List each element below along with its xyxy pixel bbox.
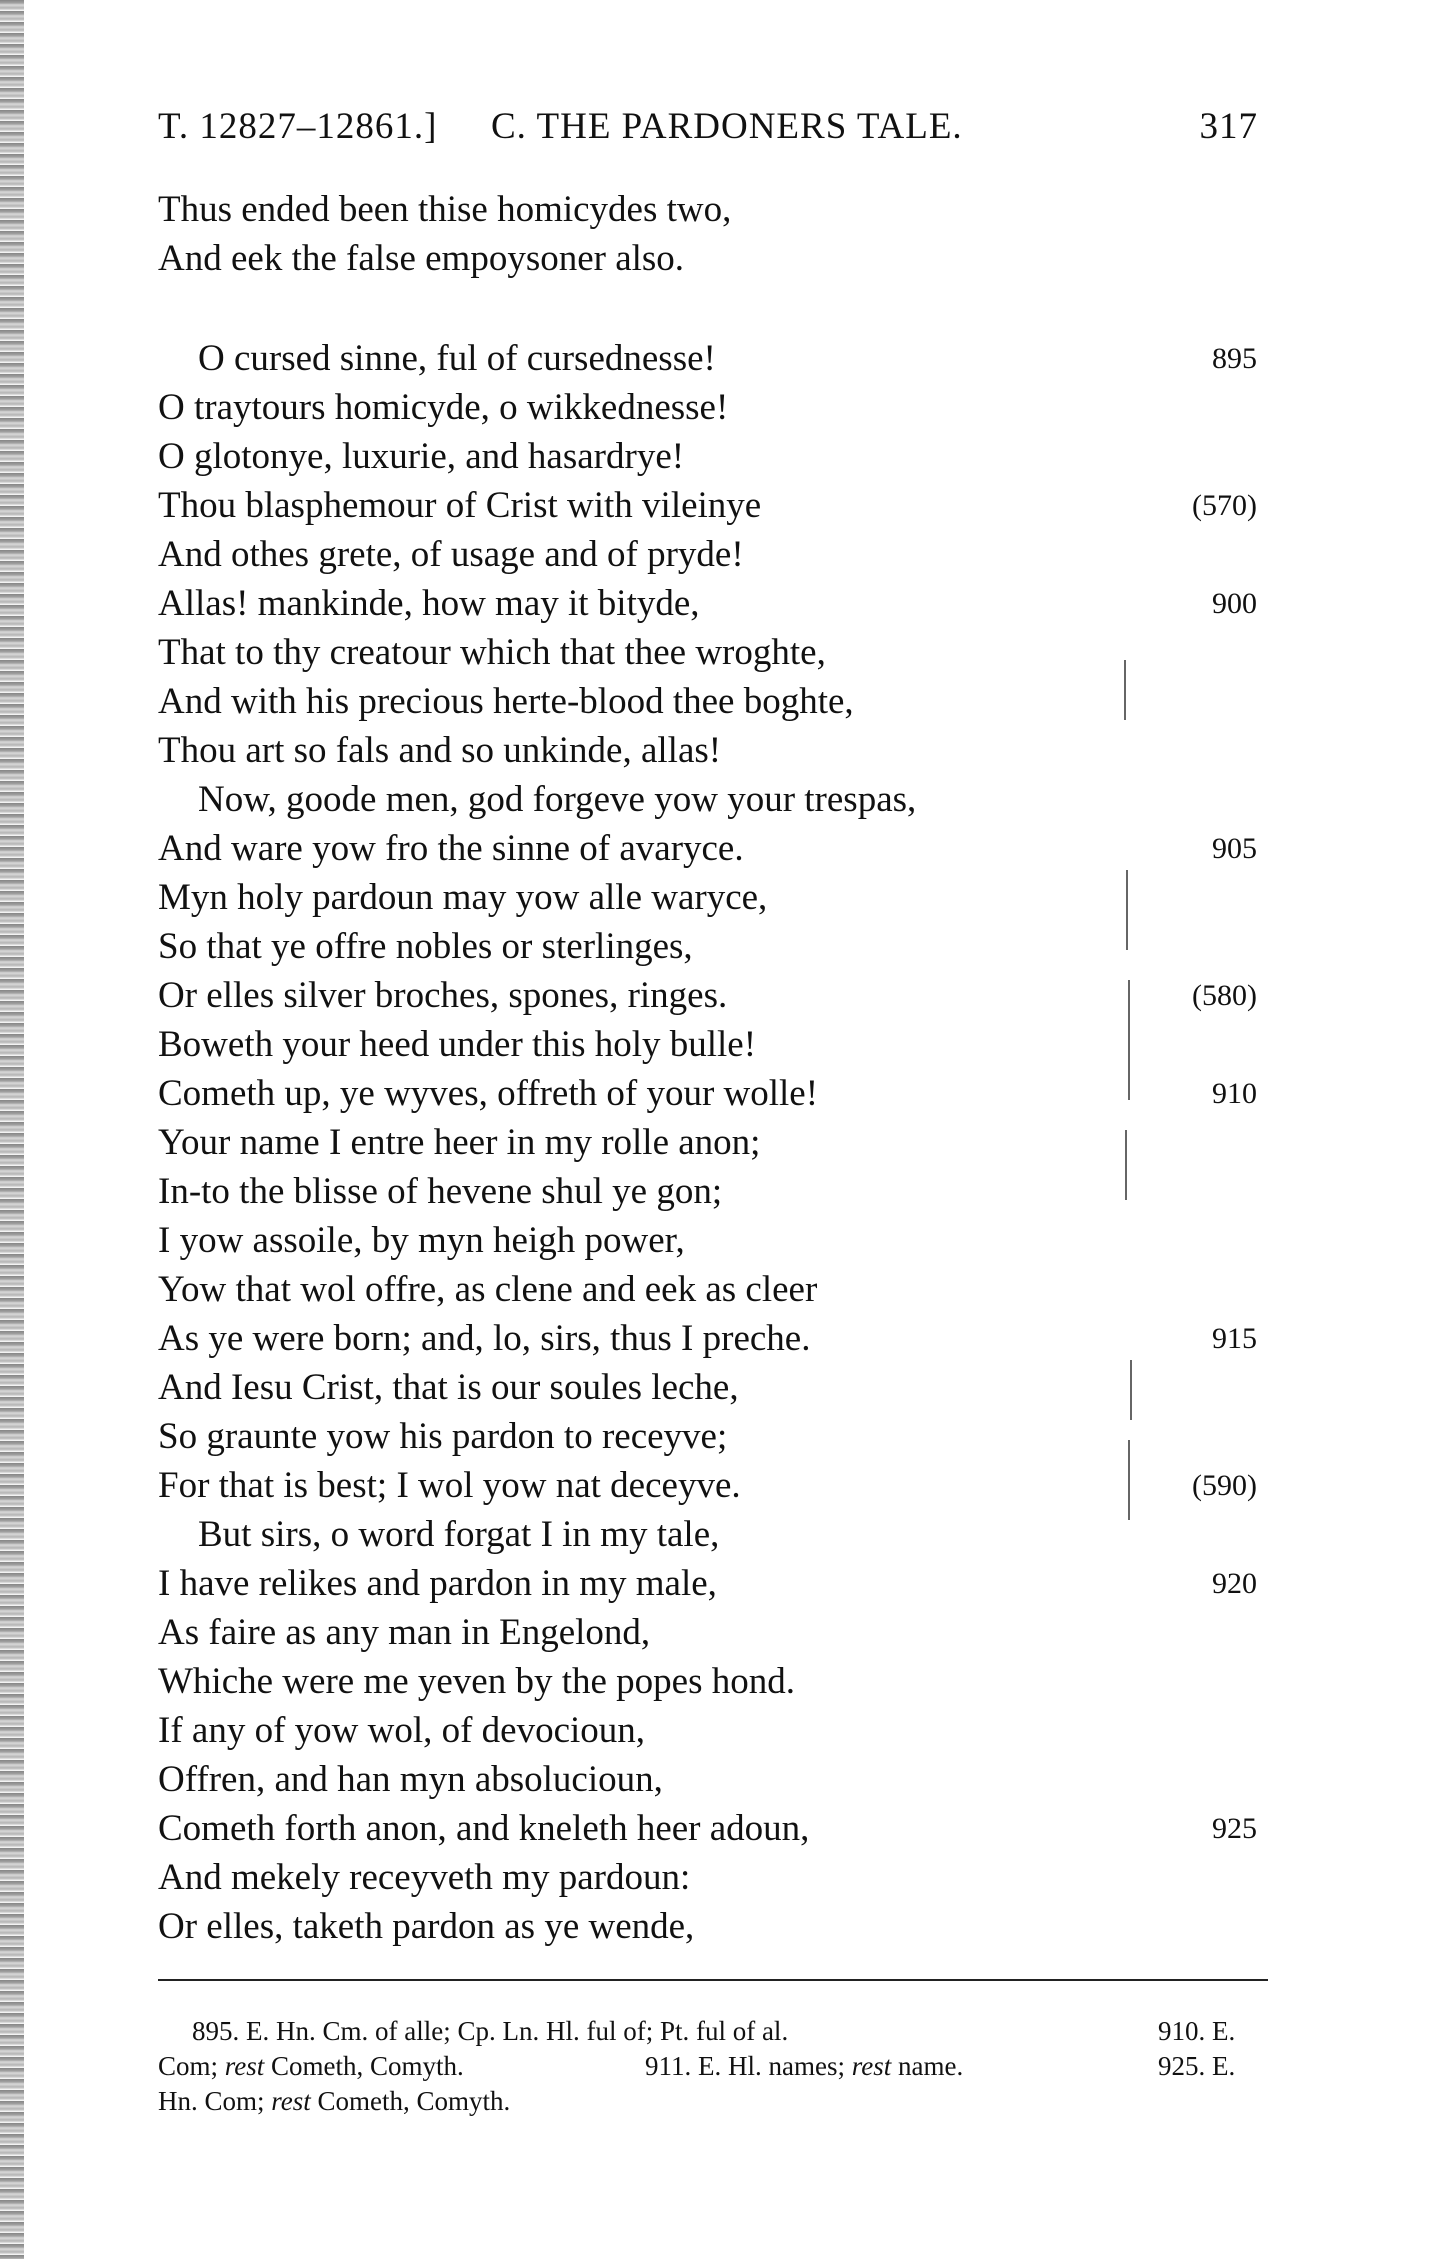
verse-line: And with his precious herte-blood thee boghte, bbox=[158, 681, 854, 722]
footnote-italic: rest bbox=[271, 2086, 311, 2116]
verse-line: Whiche were me yeven by the popes hond. bbox=[158, 1661, 796, 1702]
verse-line: And ware yow fro the sinne of avaryce. bbox=[158, 828, 744, 869]
verse-line: As faire as any man in Engelond, bbox=[158, 1612, 651, 1653]
verse-line: Cometh up, ye wyves, offreth of your wolle! bbox=[158, 1073, 819, 1114]
page-number: 317 bbox=[1199, 106, 1258, 147]
footnote-line bbox=[158, 2048, 464, 2084]
footnote-text: 911. E. Hl. names; bbox=[645, 2051, 845, 2081]
verse-line: Thou blasphemour of Crist with vileinye bbox=[158, 485, 762, 526]
verse-line: And eek the false empoysoner also. bbox=[158, 238, 685, 279]
footnote-line bbox=[158, 2083, 510, 2119]
verse-line: Cometh forth anon, and kneleth heer adoun, bbox=[158, 1808, 810, 1849]
line-number: 920 bbox=[1212, 1567, 1257, 1600]
verse-line: I have relikes and pardon in my male, bbox=[158, 1563, 717, 1604]
verse-line: But sirs, o word forgat I in my tale, bbox=[198, 1514, 720, 1555]
footnote-italic: rest bbox=[224, 2051, 265, 2081]
verse-line: And mekely receyveth my pardoun: bbox=[158, 1857, 691, 1898]
header-title: C. THE PARDONERS TALE. bbox=[491, 106, 963, 147]
footnote-line bbox=[645, 2048, 963, 2084]
footnote-text: Hn. Com; bbox=[158, 2086, 265, 2116]
line-number: 895 bbox=[1212, 342, 1257, 375]
verse-line: That to thy creatour which that thee wroghte, bbox=[158, 632, 826, 673]
footnote-text: Com; bbox=[158, 2051, 219, 2081]
line-number: (570) bbox=[1192, 489, 1257, 522]
footnote-text: Cometh, Comyth. bbox=[317, 2086, 511, 2116]
footnote-text: 910. E. bbox=[1158, 2016, 1236, 2046]
verse-line: So graunte yow his pardon to receyve; bbox=[158, 1416, 728, 1457]
footnote-text: name. bbox=[897, 2051, 964, 2081]
verse-line: Allas! mankinde, how may it bityde, bbox=[158, 583, 700, 624]
verse-line: I yow assoile, by myn heigh power, bbox=[158, 1220, 685, 1261]
verse-line: For that is best; I wol yow nat deceyve. bbox=[158, 1465, 741, 1506]
line-number: 915 bbox=[1212, 1322, 1257, 1355]
verse-line: And Iesu Crist, that is our soules leche, bbox=[158, 1367, 739, 1408]
footnote-text: 925. E. bbox=[1158, 2051, 1236, 2081]
verse-line: And othes grete, of usage and of pryde! bbox=[158, 534, 744, 575]
verse-line: Or elles silver broches, spones, ringes. bbox=[158, 975, 728, 1016]
verse-line: Now, goode men, god forgeve yow your trespas, bbox=[198, 779, 917, 820]
footnote-line bbox=[192, 2013, 788, 2049]
verse-line: As ye were born; and, lo, sirs, thus I preche. bbox=[158, 1318, 811, 1359]
running-header bbox=[158, 105, 1268, 165]
verse-line: Offren, and han myn absolucioun, bbox=[158, 1759, 663, 1800]
line-number: 925 bbox=[1212, 1812, 1257, 1845]
page-binding-edge bbox=[0, 0, 24, 2259]
verse-line: If any of yow wol, of devocioun, bbox=[158, 1710, 646, 1751]
line-number: (590) bbox=[1192, 1469, 1257, 1502]
verse-line: O cursed sinne, ful of cursednesse! bbox=[198, 338, 716, 379]
verse-line: Boweth your heed under this holy bulle! bbox=[158, 1024, 757, 1065]
verse-line: O glotonye, luxurie, and hasardrye! bbox=[158, 436, 685, 477]
verse-line: Yow that wol offre, as clene and eek as cleer bbox=[158, 1269, 818, 1310]
verse-line: Your name I entre heer in my rolle anon; bbox=[158, 1122, 761, 1163]
verse-line: Thou art so fals and so unkinde, allas! bbox=[158, 730, 722, 771]
header-line-range: T. 12827–12861.] bbox=[158, 106, 438, 147]
footnote-text: Cometh, Comyth. bbox=[271, 2051, 464, 2081]
footnote-italic: rest bbox=[851, 2051, 892, 2081]
verse-line: Myn holy pardoun may yow alle waryce, bbox=[158, 877, 768, 918]
footnote-text: 895. E. Hn. Cm. of alle; Cp. Ln. Hl. ful of; Pt. ful of al. bbox=[192, 2016, 789, 2046]
verse-line: Or elles, taketh pardon as ye wende, bbox=[158, 1906, 695, 1947]
verse-line: Thus ended been thise homicydes two, bbox=[158, 189, 732, 230]
footnote-rule bbox=[158, 1979, 1268, 1981]
line-number: 900 bbox=[1212, 587, 1257, 620]
verse-line: In-to the blisse of hevene shul ye gon; bbox=[158, 1171, 723, 1212]
line-number: (580) bbox=[1192, 979, 1257, 1012]
line-number: 910 bbox=[1212, 1077, 1257, 1110]
verse-line: So that ye offre nobles or sterlinges, bbox=[158, 926, 693, 967]
verse-line: O traytours homicyde, o wikkednesse! bbox=[158, 387, 729, 428]
margin-marks bbox=[1120, 660, 1144, 1510]
line-number: 905 bbox=[1212, 832, 1257, 865]
